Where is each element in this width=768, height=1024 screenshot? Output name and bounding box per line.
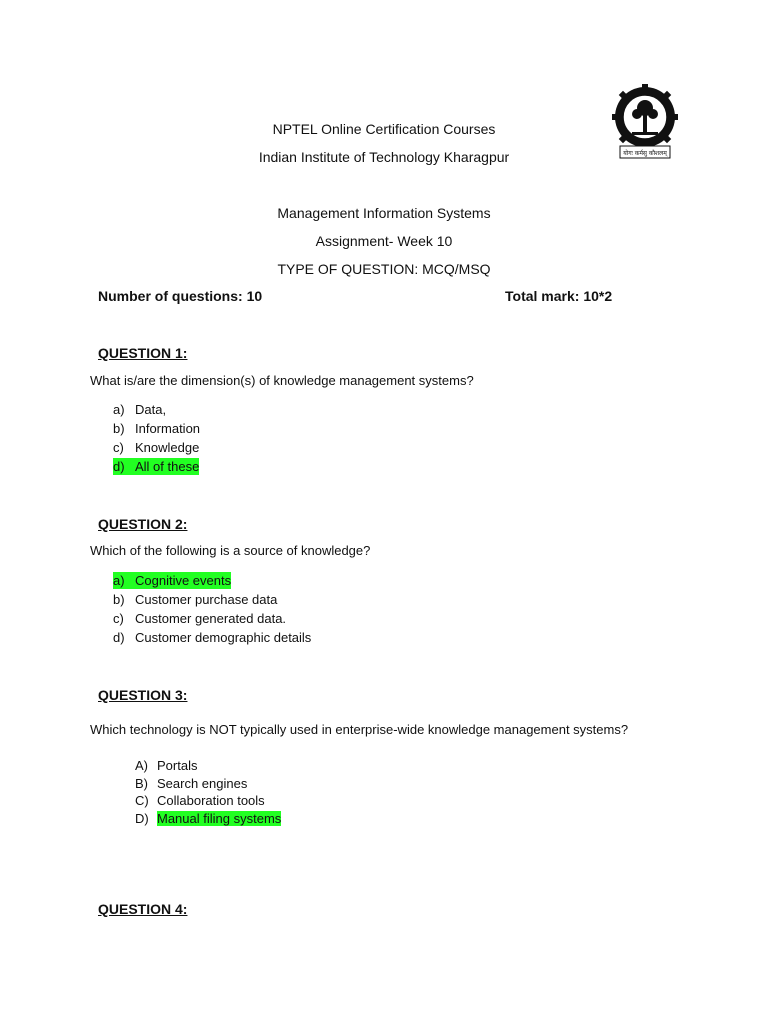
- question-1-heading: QUESTION 1:: [98, 345, 188, 361]
- header-line2: Indian Institute of Technology Kharagpur: [258, 149, 510, 165]
- num-questions-value: : 10: [238, 288, 263, 304]
- q3-option-d-answer: D) Manual filing systems: [135, 811, 282, 826]
- question-type: TYPE OF QUESTION: MCQ/MSQ: [277, 261, 491, 277]
- question-3-heading: QUESTION 3:: [98, 687, 188, 703]
- question-2-text: Which of the following is a source of knowledge?: [90, 543, 371, 558]
- q1-option-b: b) Information: [113, 421, 201, 436]
- question-2-heading: QUESTION 2:: [98, 516, 188, 532]
- q3-option-c: C) Collaboration tools: [135, 793, 265, 808]
- question-3-text: Which technology is NOT typically used in enterprise-wide knowledge management systems?: [90, 722, 629, 737]
- iit-kharagpur-logo-icon: [612, 84, 678, 162]
- q1-option-d-answer: d) All of these: [113, 459, 200, 474]
- q2-option-a-answer: a) Cognitive events: [113, 573, 232, 588]
- q1-option-c: c) Knowledge: [113, 440, 200, 455]
- q2-option-d: d) Customer demographic details: [113, 630, 312, 645]
- q2-option-c: c) Customer generated data.: [113, 611, 287, 626]
- num-questions: [98, 287, 262, 305]
- assignment-title: Assignment- Week 10: [315, 233, 453, 249]
- total-mark: Total mark: 10*2: [505, 288, 613, 304]
- q2-option-b: b) Customer purchase data: [113, 592, 278, 607]
- q1-option-a: a) Data,: [113, 402, 167, 417]
- question-4-heading: QUESTION 4:: [98, 901, 188, 917]
- logo-motto: योगः कर्मसु कौशलम्: [623, 150, 667, 157]
- question-1-text: What is/are the dimension(s) of knowledge management systems?: [90, 373, 474, 388]
- course-title: Management Information Systems: [277, 205, 491, 221]
- q3-option-a: A) Portals: [135, 758, 198, 773]
- q3-option-b: B) Search engines: [135, 776, 248, 791]
- num-questions-label: Number of questions: [98, 288, 239, 304]
- header-line1: NPTEL Online Certification Courses: [272, 121, 496, 137]
